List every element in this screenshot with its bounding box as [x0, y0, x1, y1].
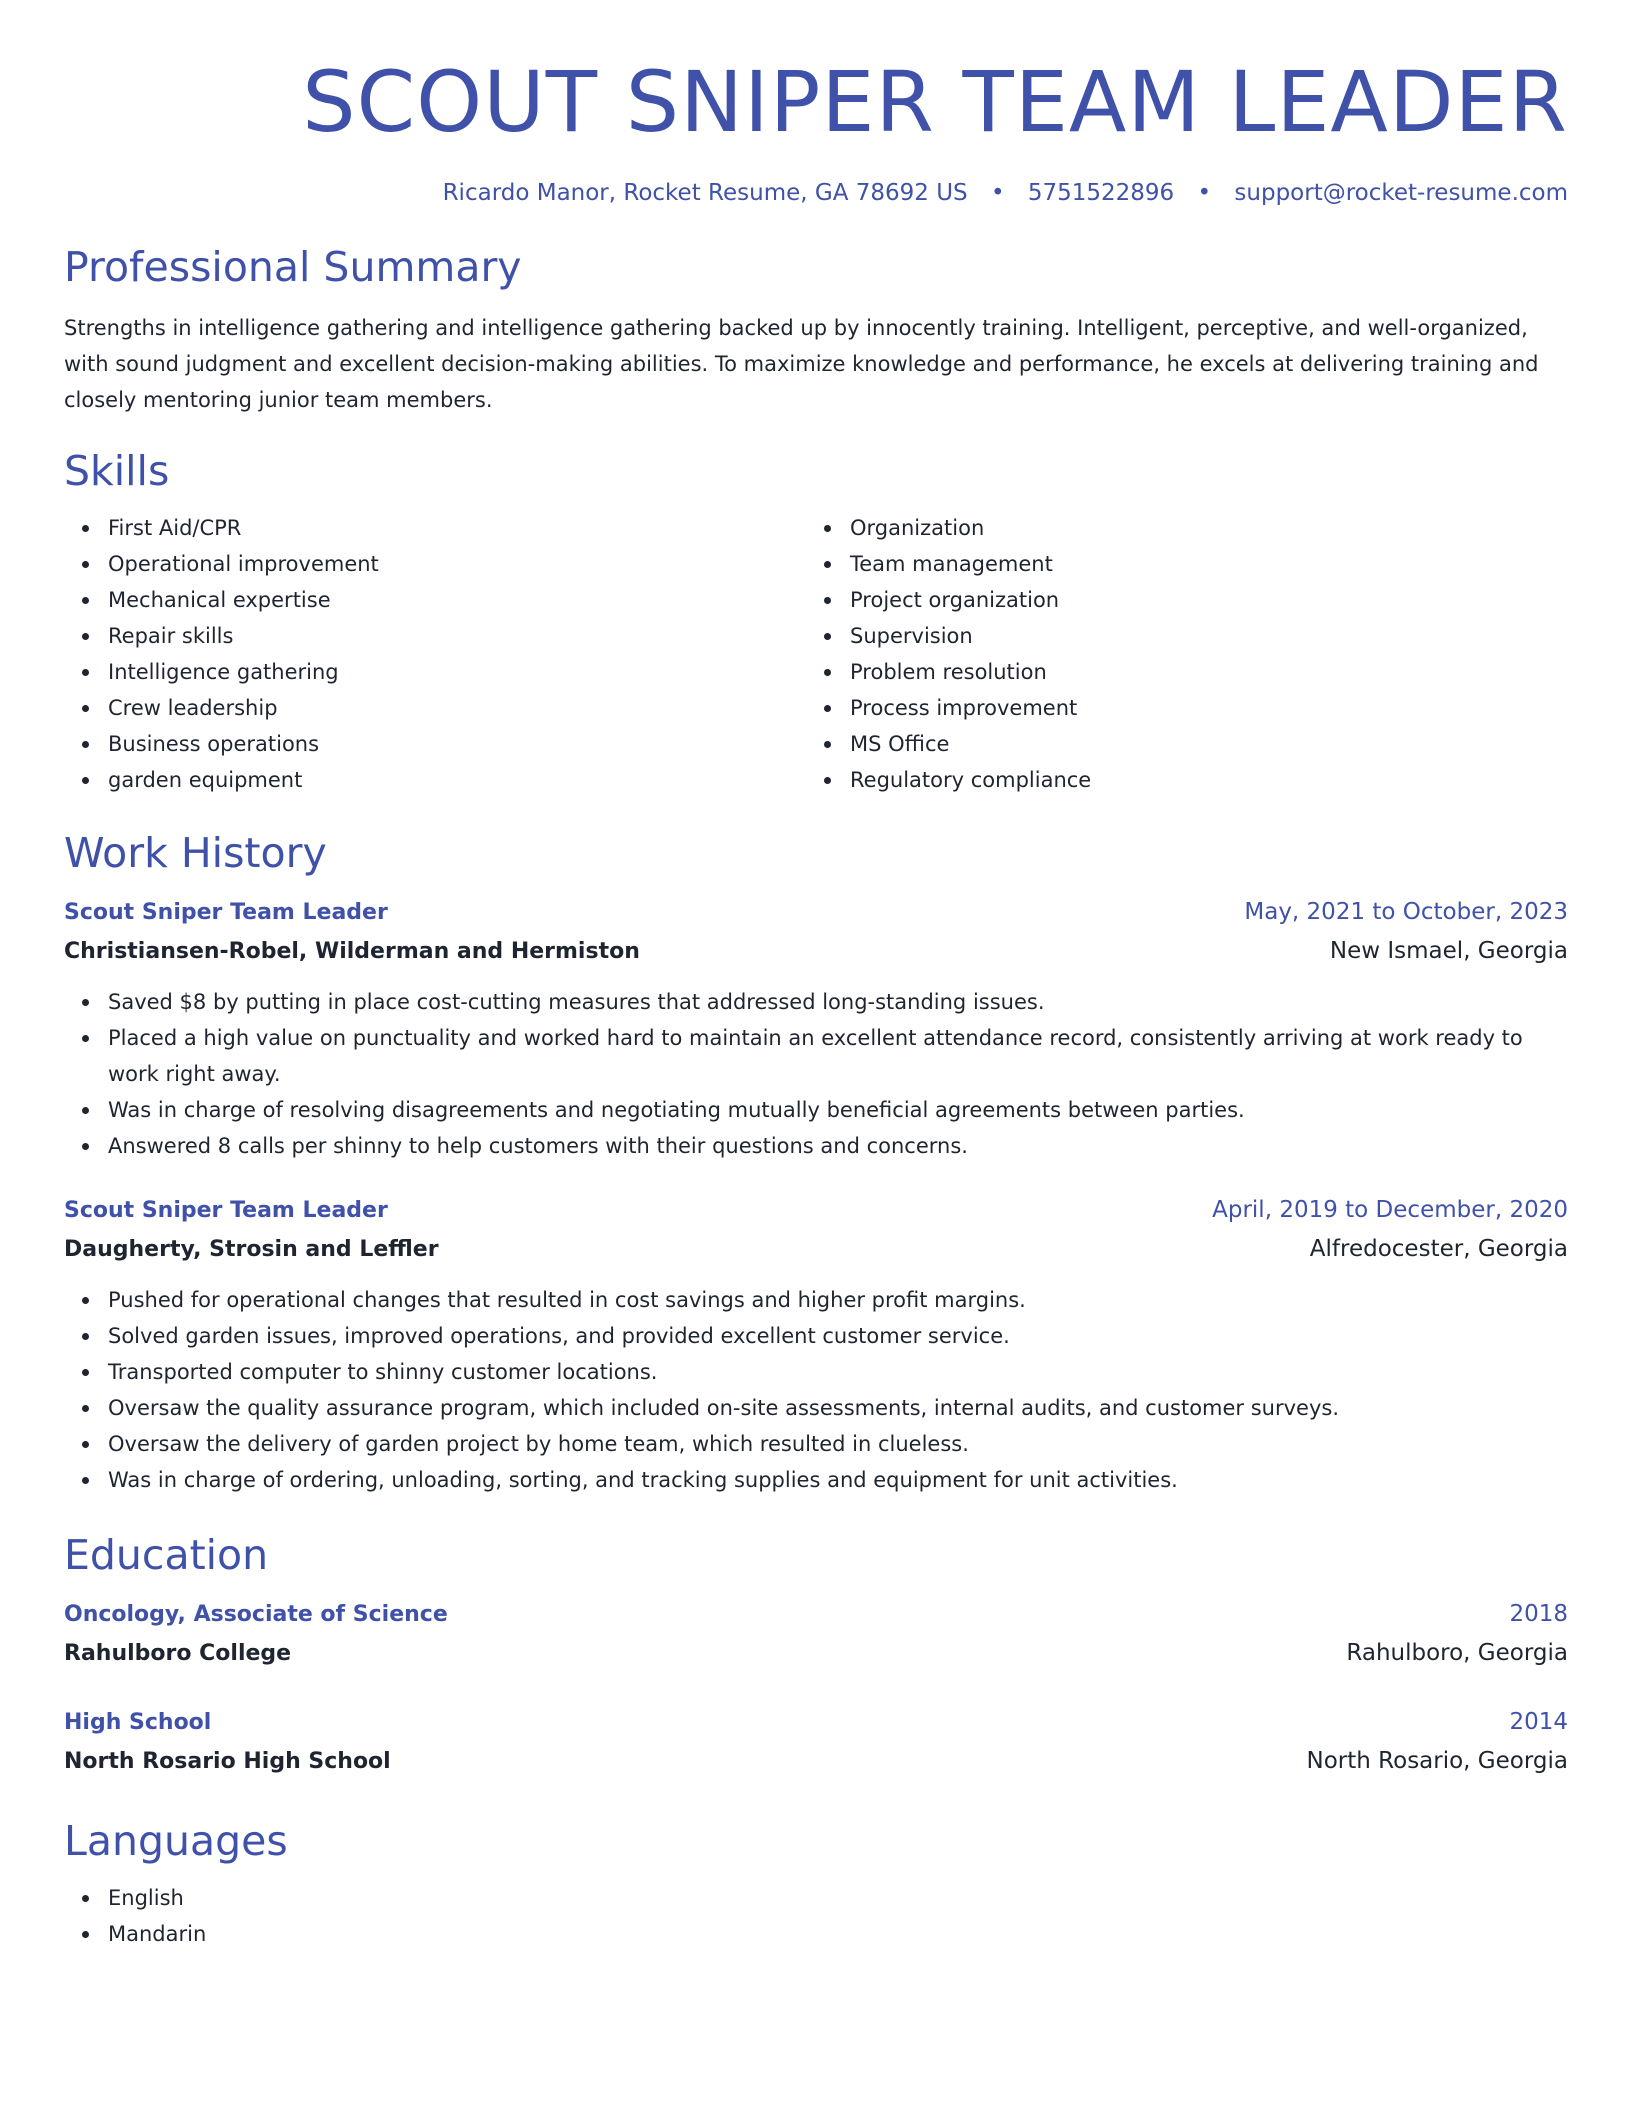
language-item: Mandarin: [108, 1916, 1568, 1952]
work-history-section: [64, 828, 1568, 1498]
job-dates: May, 2021 to October, 2023: [1244, 899, 1568, 925]
skill-item: Regulatory compliance: [850, 762, 1548, 798]
job-duties: [64, 984, 1568, 1164]
skill-item: Team management: [850, 546, 1548, 582]
education-entry: [64, 1704, 1568, 1782]
languages-section: [64, 1816, 1568, 1952]
skill-item: Mechanical expertise: [108, 582, 806, 618]
job-header-row: [64, 1192, 1568, 1229]
contact-address: Ricardo Manor, Rocket Resume, GA 78692 US: [442, 180, 968, 206]
job-header-row: [64, 894, 1568, 931]
education-school: North Rosario High School: [64, 1749, 391, 1774]
job-duty: Pushed for operational changes that resulted in cost savings and higher profit margins.: [108, 1282, 1568, 1318]
skill-item: Intelligence gathering: [108, 654, 806, 690]
contact-separator: •: [990, 180, 1005, 206]
skill-item: Operational improvement: [108, 546, 806, 582]
education-header-row: [64, 1596, 1568, 1633]
contact-separator: •: [1197, 180, 1212, 206]
job-duty: Was in charge of resolving disagreements and negotiating mutually beneficial agreements between parties.: [108, 1092, 1568, 1128]
summary-section: [64, 242, 1568, 418]
skills-column-right: [806, 510, 1548, 798]
job-location: Alfredocester, Georgia: [1309, 1236, 1568, 1262]
skill-item: Organization: [850, 510, 1548, 546]
summary-text: Strengths in intelligence gathering and intelligence gathering backed up by innocently training. Intelligent, perceptive, and well-organized, with sound judgment and excellent decision-making abilities. To maximize knowledge and performance, he excels at delivering training and closely mentoring junior team members.: [64, 316, 1539, 412]
skills-column-left: [64, 510, 806, 798]
skill-item: Business operations: [108, 726, 806, 762]
skill-item: Project organization: [850, 582, 1548, 618]
contact-line: [64, 178, 1568, 208]
job-duty: Placed a high value on punctuality and worked hard to maintain an excellent attendance record, consistently arriving at work ready to work right away.: [108, 1020, 1568, 1092]
job-duty: Was in charge of ordering, unloading, sorting, and tracking supplies and equipment for unit activities.: [108, 1462, 1568, 1498]
education-school: Rahulboro College: [64, 1641, 292, 1666]
job-title: Scout Sniper Team Leader: [64, 1198, 388, 1223]
education-school-row: [64, 1633, 1568, 1674]
job-duty: Oversaw the delivery of garden project by home team, which resulted in clueless.: [108, 1426, 1568, 1462]
job-location: New Ismael, Georgia: [1329, 938, 1568, 964]
job-dates: April, 2019 to December, 2020: [1212, 1197, 1568, 1223]
education-location: North Rosario, Georgia: [1306, 1748, 1568, 1774]
skill-item: Process improvement: [850, 690, 1548, 726]
language-item: English: [108, 1880, 1568, 1916]
section-heading-languages: Languages: [64, 1817, 288, 1865]
resume-page: [64, 0, 1568, 1952]
resume-title: SCOUT SNIPER TEAM LEADER: [302, 53, 1568, 151]
job-duties: [64, 1282, 1568, 1498]
job-employer: Daugherty, Strosin and Leffler: [64, 1237, 439, 1262]
education-school-row: [64, 1741, 1568, 1782]
education-location: Rahulboro, Georgia: [1346, 1640, 1568, 1666]
job-title: Scout Sniper Team Leader: [64, 900, 388, 925]
job-employer: Christiansen-Robel, Wilderman and Hermiston: [64, 939, 640, 964]
skill-item: Repair skills: [108, 618, 806, 654]
job-duty: Solved garden issues, improved operations, and provided excellent customer service.: [108, 1318, 1568, 1354]
education-header-row: [64, 1704, 1568, 1741]
skill-item: garden equipment: [108, 762, 806, 798]
job-duty: Saved $8 by putting in place cost-cutting measures that addressed long-standing issues.: [108, 984, 1568, 1020]
job-entry: [64, 1192, 1568, 1498]
education-degree: Oncology, Associate of Science: [64, 1602, 448, 1627]
job-duty: Oversaw the quality assurance program, which included on-site assessments, internal audits, and customer surveys.: [108, 1390, 1568, 1426]
skills-section: [64, 446, 1568, 798]
section-heading-summary: Professional Summary: [64, 243, 522, 291]
section-heading-work: Work History: [64, 829, 327, 877]
contact-email: support@rocket-resume.com: [1234, 180, 1568, 206]
job-employer-row: [64, 1229, 1568, 1270]
job-duty: Transported computer to shinny customer locations.: [108, 1354, 1568, 1390]
education-section: [64, 1530, 1568, 1782]
job-employer-row: [64, 931, 1568, 972]
education-entry: [64, 1596, 1568, 1674]
skill-item: MS Office: [850, 726, 1548, 762]
skill-item: Supervision: [850, 618, 1548, 654]
section-heading-skills: Skills: [64, 447, 170, 495]
languages-list: [64, 1880, 1568, 1952]
skill-item: First Aid/CPR: [108, 510, 806, 546]
section-heading-education: Education: [64, 1531, 269, 1579]
skills-grid: [64, 510, 1568, 798]
skill-item: Crew leadership: [108, 690, 806, 726]
skill-item: Problem resolution: [850, 654, 1548, 690]
education-year: 2018: [1509, 1601, 1568, 1627]
education-year: 2014: [1509, 1709, 1568, 1735]
job-duty: Answered 8 calls per shinny to help customers with their questions and concerns.: [108, 1128, 1568, 1164]
job-entry: [64, 894, 1568, 1164]
contact-phone: 5751522896: [1027, 180, 1175, 206]
education-degree: High School: [64, 1710, 212, 1735]
